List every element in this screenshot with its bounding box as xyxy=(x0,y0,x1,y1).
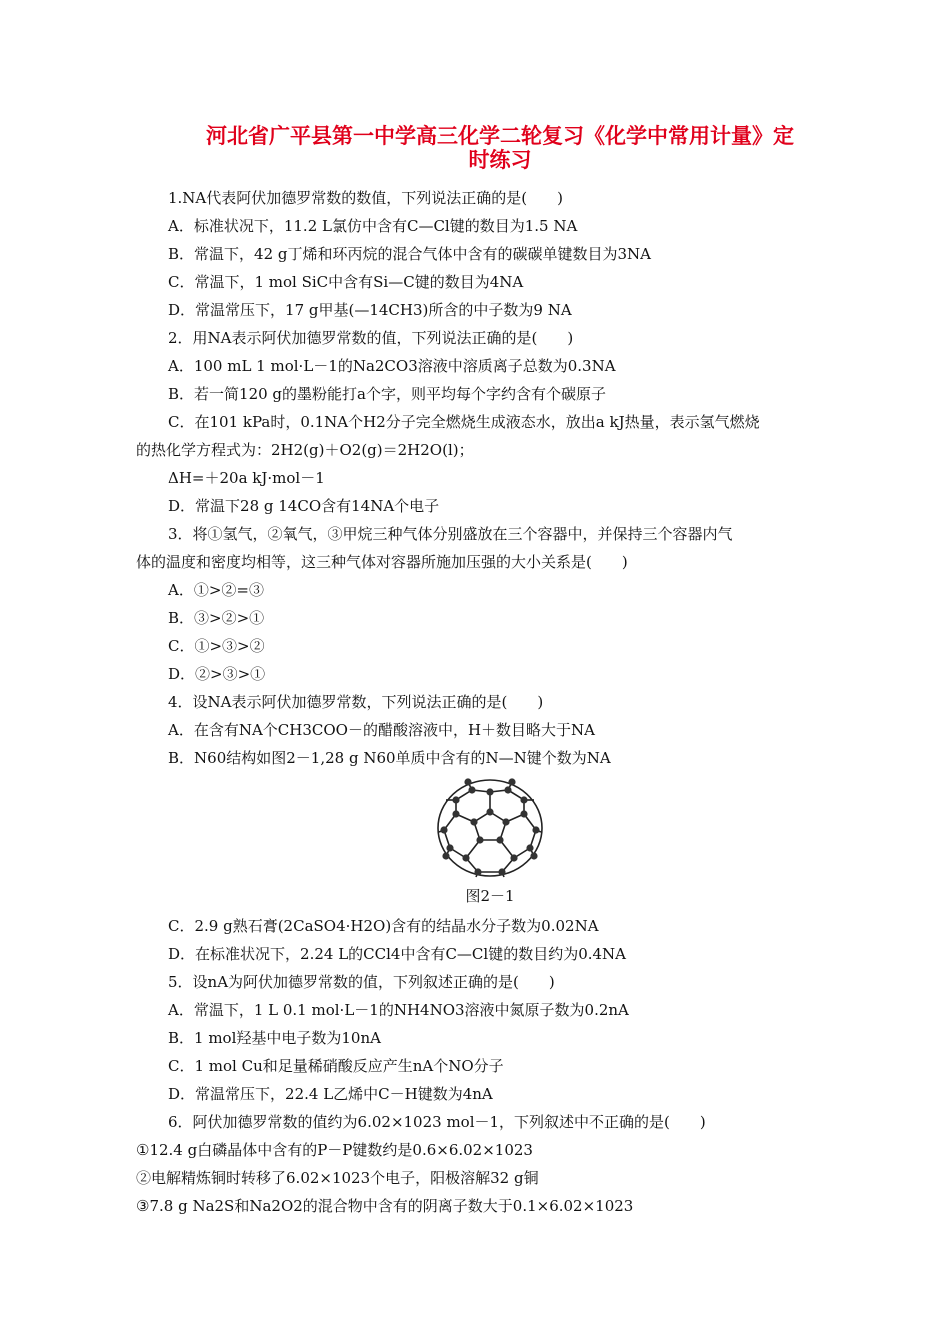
question-2-option-c-equation: ΔH=＋20a kJ·mol－1 xyxy=(168,469,325,487)
question-2-option-b: B．若一简120 g的墨粉能打a个字，则平均每个字约含有个碳原子 xyxy=(168,385,606,403)
question-6-stem: 6．阿伏加德罗常数的值约为6.02×1023 mol－1，下列叙述中不正确的是( ) xyxy=(168,1113,706,1131)
question-2-option-a: A．100 mL 1 mol·L－1的Na2CO3溶液中溶质离子总数为0.3NA xyxy=(168,357,616,375)
question-2-stem: 2．用NA表示阿伏加德罗常数的值，下列说法正确的是( ) xyxy=(168,329,574,347)
question-1-option-d: D．常温常压下，17 g甲基(—14CH3)所含的中子数为9 NA xyxy=(168,301,572,319)
question-4-option-d: D．在标准状况下，2.24 L的CCl4中含有C—Cl键的数目约为0.4NA xyxy=(168,945,627,963)
question-1-option-b: B．常温下，42 g丁烯和环丙烷的混合气体中含有的碳碳单键数目为3NA xyxy=(168,245,651,263)
question-1-option-c: C．常温下，1 mol SiC中含有Si—C键的数目为4NA xyxy=(168,273,524,291)
question-6-statement-1: ①12.4 g白磷晶体中含有的P－P键数约是0.6×6.02×1023 xyxy=(136,1141,533,1159)
question-4-option-c: C．2.9 g熟石膏(2CaSO4·H2O)含有的结晶水分子数为0.02NA xyxy=(168,917,599,935)
question-4-option-a: A．在含有NA个CH3COO－的醋酸溶液中，H＋数目略大于NA xyxy=(168,721,596,739)
n60-fullerene-figure xyxy=(434,776,546,880)
question-3-option-c: C．①>③>② xyxy=(168,637,265,655)
question-3-stem: 3．将①氢气，②氧气，③甲烷三种气体分别盛放在三个容器中，并保持三个容器内气 xyxy=(168,525,733,543)
question-2-option-c: C．在101 kPa时，0.1NA个H2分子完全燃烧生成液态水，放出a kJ热量，表示氢气燃烧 xyxy=(168,413,760,431)
question-4-option-b: B．N60结构如图2－1,28 g N60单质中含有的N—N键个数为NA xyxy=(168,749,611,767)
question-5-option-a: A．常温下，1 L 0.1 mol·L－1的NH4NO3溶液中氮原子数为0.2nA xyxy=(168,1001,629,1019)
question-1-stem: 1.NA代表阿伏加德罗常数的数值，下列说法正确的是( ) xyxy=(168,189,563,207)
question-5-option-c: C．1 mol Cu和足量稀硝酸反应产生nA个NO分子 xyxy=(168,1057,504,1075)
question-6-statement-3: ③7.8 g Na2S和Na2O2的混合物中含有的阴离子数大于0.1×6.02×1023 xyxy=(136,1197,634,1215)
question-3-option-a: A．①>②=③ xyxy=(168,581,264,599)
question-5-option-d: D．常温常压下，22.4 L乙烯中C－H键数为4nA xyxy=(168,1085,493,1103)
page-title-line-2: 时练习 xyxy=(468,148,532,172)
question-3-option-d: D．②>③>① xyxy=(168,665,266,683)
question-2-option-d: D．常温下28 g 14CO含有14NA个电子 xyxy=(168,497,440,515)
question-2-option-c-continued: 的热化学方程式为：2H2(g)＋O2(g)＝2H2O(l)； xyxy=(136,441,474,459)
question-3-option-b: B．③>②>① xyxy=(168,609,265,627)
question-3-stem-continued: 体的温度和密度均相等，这三种气体对容器所施加压强的大小关系是( ) xyxy=(136,553,628,571)
question-1-option-a: A．标准状况下，11.2 L氯仿中含有C—Cl键的数目为1.5 NA xyxy=(168,217,578,235)
figure-caption: 图2－1 xyxy=(465,887,515,905)
question-5-option-b: B．1 mol羟基中电子数为10nA xyxy=(168,1029,381,1047)
question-6-statement-2: ②电解精炼铜时转移了6.02×1023个电子，阳极溶解32 g铜 xyxy=(136,1169,539,1187)
page-title-line-1: 河北省广平县第一中学高三化学二轮复习《化学中常用计量》定 xyxy=(206,124,794,148)
question-4-stem: 4．设NA表示阿伏加德罗常数，下列说法正确的是( ) xyxy=(168,693,544,711)
question-5-stem: 5．设nA为阿伏加德罗常数的值，下列叙述正确的是( ) xyxy=(168,973,555,991)
